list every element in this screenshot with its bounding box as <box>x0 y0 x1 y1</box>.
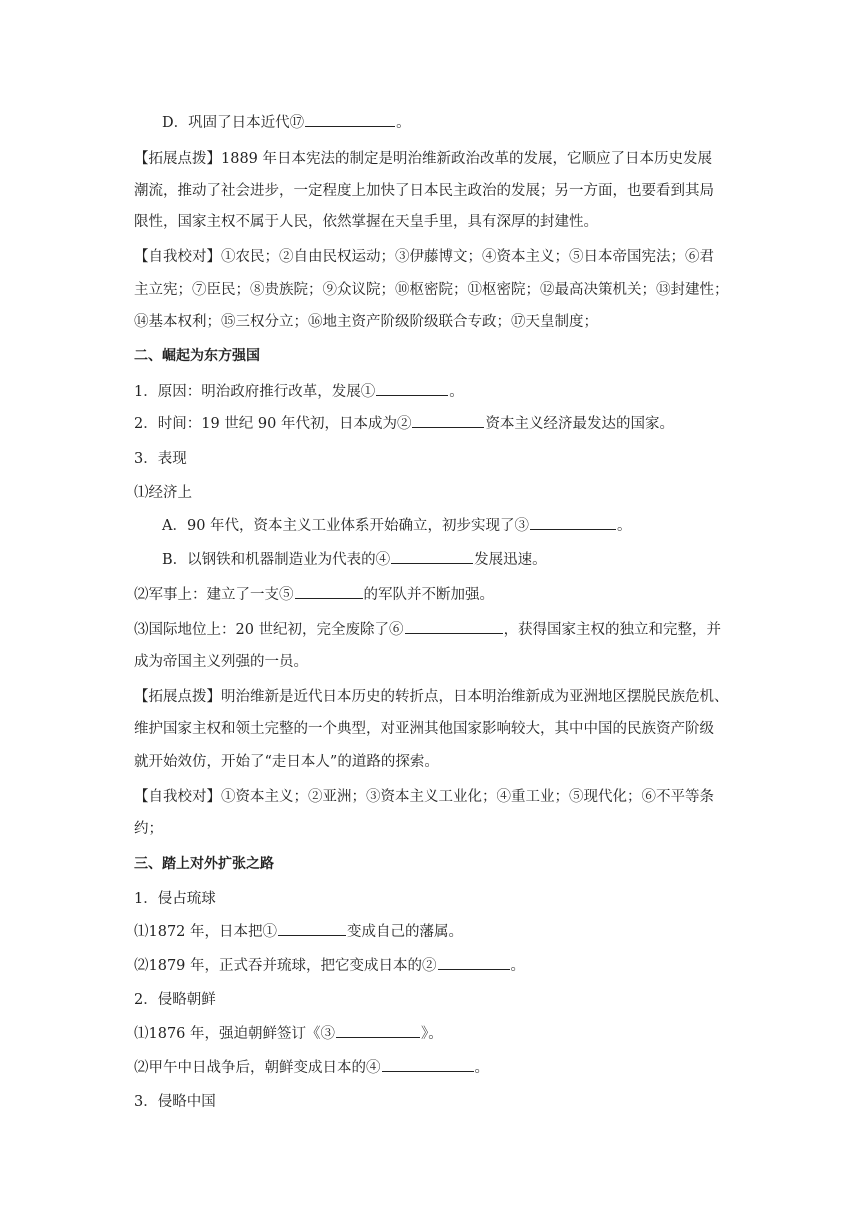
self-check-label: 【自我校对】 <box>134 249 221 265</box>
section-heading-3: 三、踏上对外扩张之路 <box>134 856 274 872</box>
sec3-korea-1: ⑴1876 年，强迫朝鲜签订《③ 》。 <box>134 1023 738 1045</box>
section-heading-2: 二、崛起为东方强国 <box>134 348 260 364</box>
expand-tip-1-line3: 限性，国家主权不属于人民，依然掌握在天皇手里，具有深厚的封建性。 <box>134 214 598 230</box>
sec2-international: ⑶国际地位上：20 世纪初，完全废除了⑥ ，获得国家主权的独立和完整，并 <box>134 619 738 641</box>
fill-blank-3[interactable] <box>336 1023 420 1038</box>
self-check-1-line2: 主立宪；⑦臣民；⑧贵族院；⑨众议院；⑩枢密院；⑪枢密院；⑫最高决策机关；⑬封建性； <box>134 282 729 298</box>
fill-blank-5[interactable] <box>295 584 363 599</box>
expand-label: 【拓展点拨】 <box>134 151 221 167</box>
sec3-item-2: 2．侵略朝鲜 <box>134 992 216 1008</box>
expand-tip-1-line2: 潮流，推动了社会进步，一定程度上加快了日本民主政治的发展；另一方面，也要看到其局 <box>134 183 714 199</box>
option-d: D．巩固了日本近代⑰ 。 <box>162 112 766 134</box>
expand-tip-2-line2: 维护国家主权和领土完整的一个典型，对亚洲其他国家影响较大，其中中国的民族资产阶级 <box>134 721 714 737</box>
self-check-1: 【自我校对】①农民；②自由民权运动；③伊藤博文；④资本主义；⑤日本帝国宪法；⑥君 <box>134 249 714 265</box>
sec3-item-3: 3．侵略中国 <box>134 1094 216 1110</box>
sec2-military: ⑵军事上：建立了一支⑤ 的军队并不断加强。 <box>134 584 738 606</box>
self-check-2: 【自我校对】①资本主义；②亚洲；③资本主义工业化；④重工业；⑤现代化；⑥不平等条 <box>134 789 714 805</box>
fill-blank-1[interactable] <box>278 921 346 936</box>
fill-blank-2[interactable] <box>438 955 510 970</box>
sec2-item-3: 3．表现 <box>134 451 187 467</box>
fill-blank-3[interactable] <box>530 515 616 530</box>
option-d-text: D．巩固了日本近代⑰ <box>162 115 305 131</box>
fill-blank-2[interactable] <box>412 413 484 428</box>
sec2-economy: ⑴经济上 <box>134 485 192 501</box>
fill-blank-1[interactable] <box>376 381 448 396</box>
expand-tip-2-line3: 就开始效仿，开始了“走日本人”的道路的探索。 <box>134 754 439 770</box>
self-check-2-line2: 约； <box>134 821 163 837</box>
sec2-economy-b: B．以钢铁和机器制造业为代表的④ 发展迅速。 <box>162 549 766 571</box>
sec2-economy-a: A．90 年代，资本主义工业体系开始确立，初步实现了③ 。 <box>162 515 766 537</box>
expand-label: 【拓展点拨】 <box>134 689 221 705</box>
fill-blank-4[interactable] <box>382 1057 474 1072</box>
sec3-item-1: 1．侵占琉球 <box>134 891 216 907</box>
self-check-label: 【自我校对】 <box>134 789 221 805</box>
sec3-ryukyu-1: ⑴1872 年，日本把① 变成自己的藩属。 <box>134 921 738 943</box>
sec2-international-line2: 成为帝国主义列强的一员。 <box>134 654 308 670</box>
fill-blank-17[interactable] <box>305 112 395 127</box>
sec2-item-1: 1．原因：明治政府推行改革，发展① 。 <box>134 381 738 403</box>
sec3-ryukyu-2: ⑵1879 年，正式吞并琉球，把它变成日本的② 。 <box>134 955 738 977</box>
expand-tip-1: 【拓展点拨】1889 年日本宪法的制定是明治维新政治改革的发展，它顺应了日本历史发展 <box>134 151 713 167</box>
fill-blank-4[interactable] <box>391 549 473 564</box>
fill-blank-6[interactable] <box>405 619 503 634</box>
sec3-korea-2: ⑵甲午中日战争后，朝鲜变成日本的④ 。 <box>134 1057 738 1079</box>
self-check-1-line3: ⑭基本权利；⑮三权分立；⑯地主资产阶级阶级联合专政；⑰天皇制度； <box>134 314 598 330</box>
sec2-item-2: 2．时间：19 世纪 90 年代初，日本成为② 资本主义经济最发达的国家。 <box>134 413 738 435</box>
expand-tip-2: 【拓展点拨】明治维新是近代日本历史的转折点，日本明治维新成为亚洲地区摆脱民族危机、 <box>134 689 729 705</box>
